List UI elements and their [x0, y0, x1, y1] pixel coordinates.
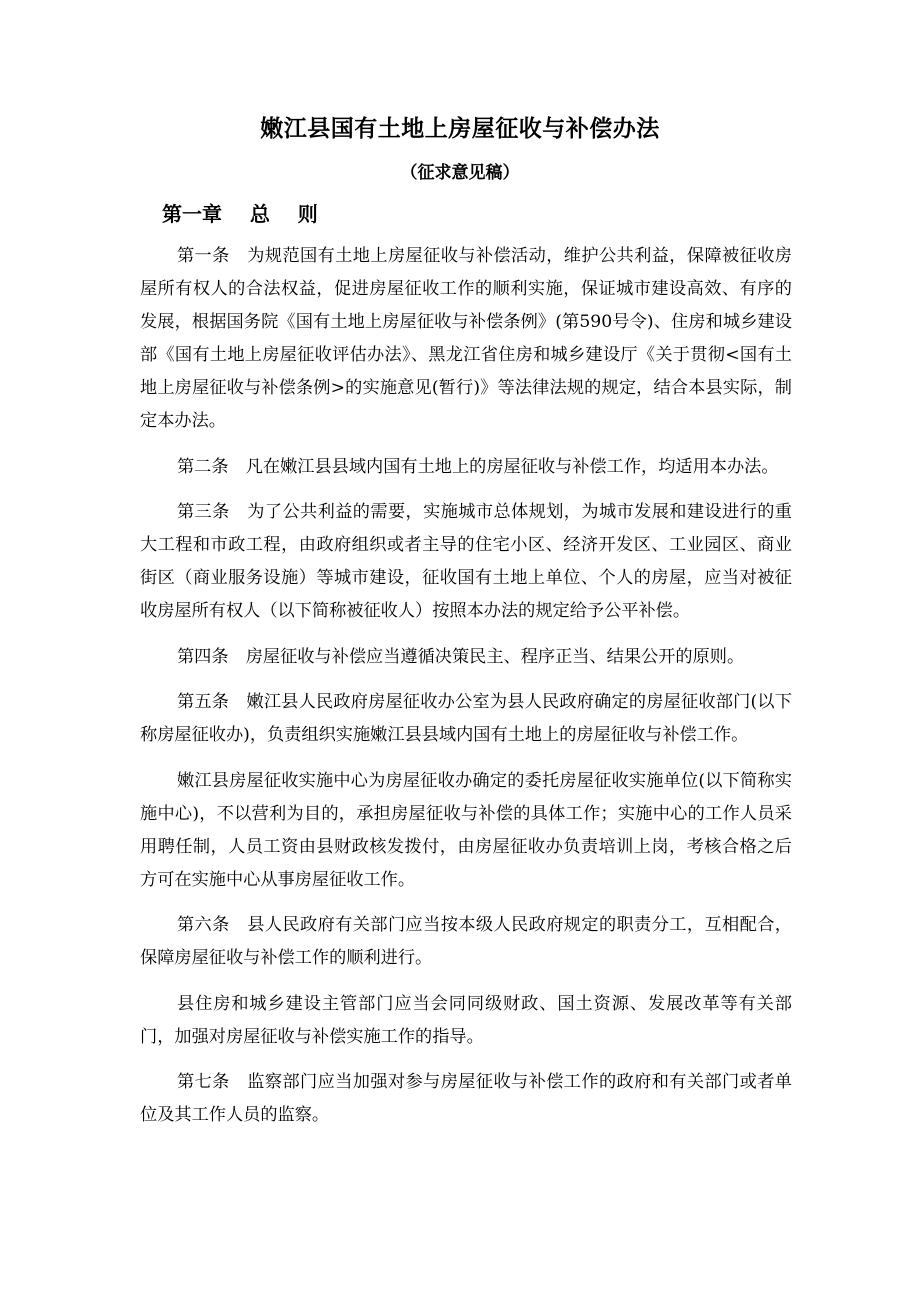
chapter-heading: 第一章 总 则 [162, 202, 318, 226]
article-5-paragraph: 第五条 嫩江县人民政府房屋征收办公室为县人民政府确定的房屋征收部门(以下称房屋征收办)，负责组织实施嫩江县县域内国有土地上的房屋征收与补偿工作。 [140, 692, 792, 745]
document-body [140, 240, 792, 1145]
article-2-paragraph: 第二条 凡在嫩江县县域内国有土地上的房屋征收与补偿工作，均适用本办法。 [176, 456, 779, 477]
article-4-paragraph: 第四条 房屋征收与补偿应当遵循决策民主、程序正当、结果公开的原则。 [176, 646, 745, 667]
article-5-continuation-paragraph: 嫩江县房屋征收实施中心为房屋征收办确定的委托房屋征收实施单位(以下简称实施中心)，不以营利为目的，承担房屋征收与补偿的具体工作；实施中心的工作人员采用聘任制，人员工资由县财政核发拨付，由房屋征收办负责培训上岗，考核合格之后方可在实施中心从事房屋征收工作。 [140, 770, 792, 890]
article-1-paragraph: 第一条 为规范国有土地上房屋征收与补偿活动，维护公共利益，保障被征收房屋所有权人的合法权益，促进房屋征收工作的顺利实施，保证城市建设高效、有序的发展，根据国务院《国有土地上房屋征收与补偿条例》(第590号令)、住房和城乡建设部《国有土地上房屋征收评估办法》、黑龙江省住房和城乡建设厅《关于贯彻<国有土地上房屋征收与补偿条例>的实施意见(暂行)》等法律法规的规定，结合本县实际，制定本办法。 [140, 246, 792, 431]
document-subtitle: （征求意见稿） [400, 163, 520, 183]
document-title: 嫩江县国有土地上房屋征收与补偿办法 [260, 116, 660, 142]
article-3-paragraph: 第三条 为了公共利益的需要，实施城市总体规划，为城市发展和建设进行的重大工程和市政工程，由政府组织或者主导的住宅小区、经济开发区、工业园区、商业街区（商业服务设施）等城市建设，征收国有土地上单位、个人的房屋，应当对被征收房屋所有权人（以下简称被征收人）按照本办法的规定给予公平补偿。 [140, 502, 792, 621]
article-6-continuation-paragraph: 县住房和城乡建设主管部门应当会同同级财政、国土资源、发展改革等有关部门，加强对房屋征收与补偿实施工作的指导。 [140, 993, 792, 1047]
article-7-paragraph: 第七条 监察部门应当加强对参与房屋征收与补偿工作的政府和有关部门或者单位及其工作人员的监察。 [140, 1072, 792, 1125]
article-6-paragraph: 第六条 县人民政府有关部门应当按本级人民政府规定的职责分工，互相配合，保障房屋征收与补偿工作的顺利进行。 [140, 915, 792, 968]
